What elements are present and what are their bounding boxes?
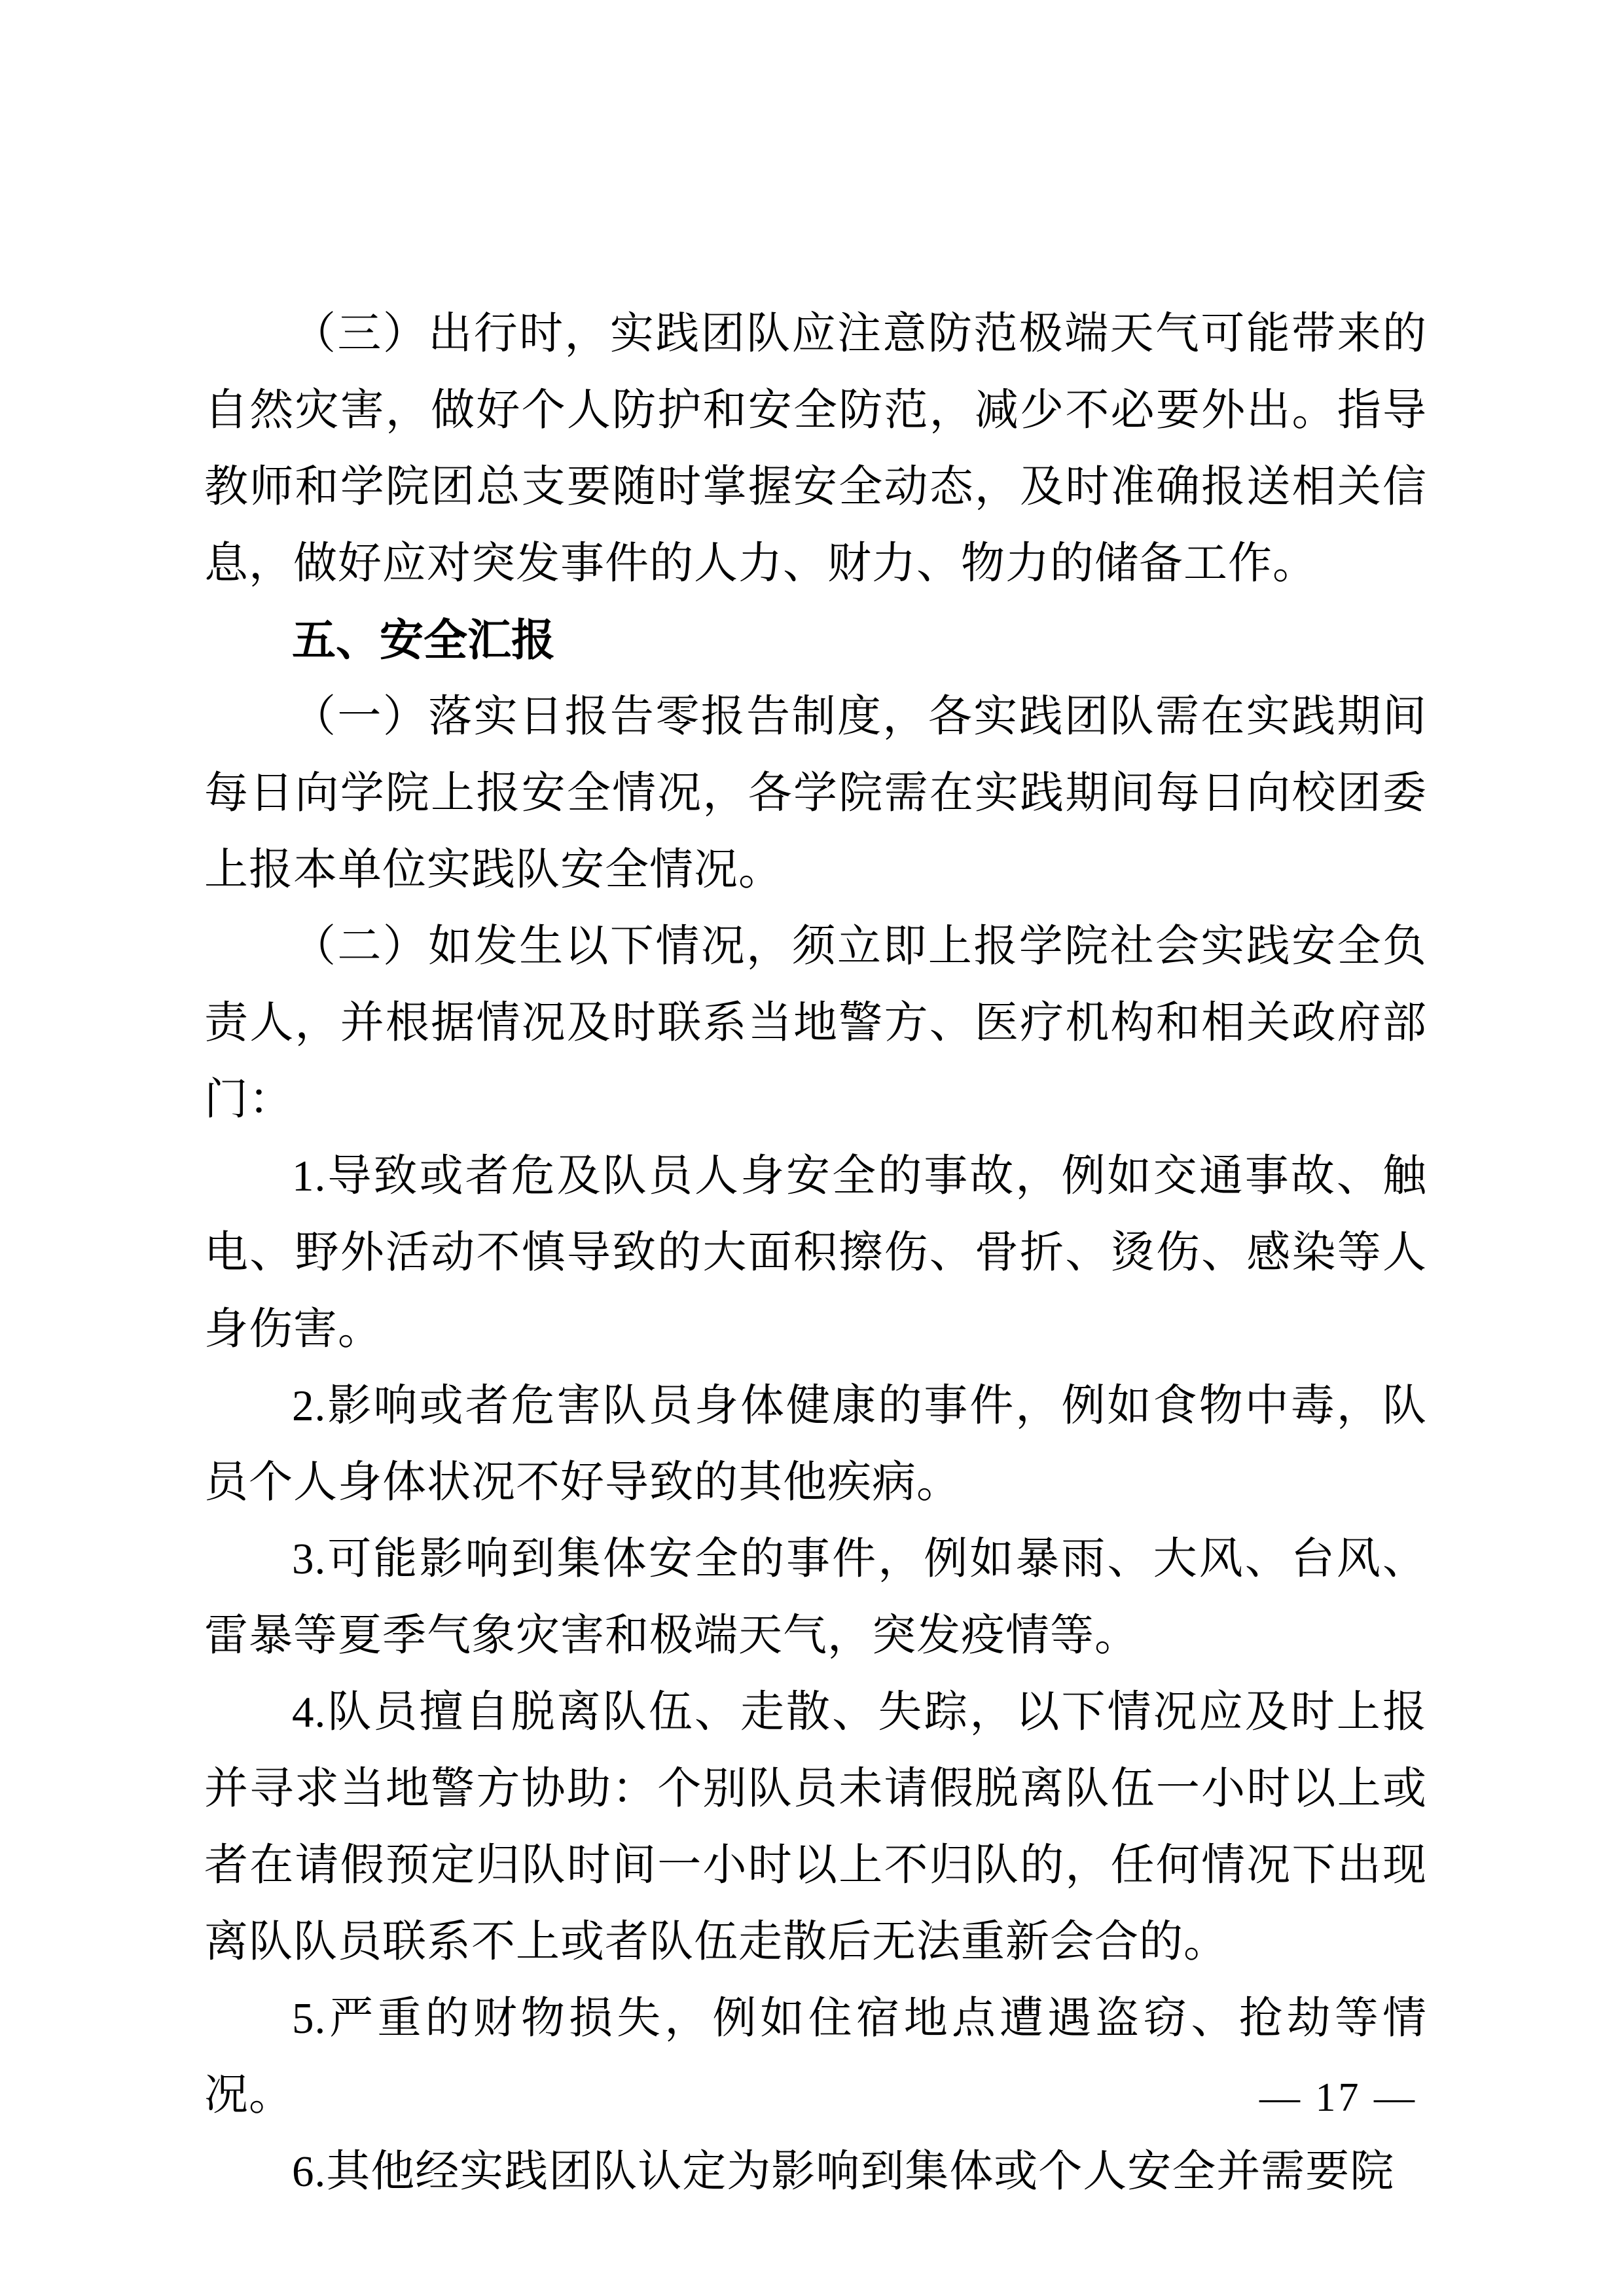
paragraph-immediate-report-conditions: （二）如发生以下情况，须立即上报学院社会实践安全负责人，并根据情况及时联系当地警方、医疗机构和相关政府部门： (204, 922, 1427, 1124)
list-item-1-personal-safety-accidents: 1.导致或者危及队员人身安全的事故，例如交通事故、触电、野外活动不慎导致的大面积擦伤、骨折、烫伤、感染等人身伤害。 (204, 1152, 1427, 1354)
section-heading-safety-report: 五、安全汇报 (292, 616, 555, 665)
list-item-6-other-safety-matters: 6.其他经实践团队认定为影响到集体或个人安全并需要院 (292, 2147, 1395, 2196)
list-item-4-members-leaving-team: 4.队员擅自脱离队伍、走散、失踪，以下情况应及时上报并寻求当地警方协助：个别队员未请假脱离队伍一小时以上或者在请假预定归队时间一小时以上不归队的，任何情况下出现离队队员联系不上或者队伍走散后无法重新会合的。 (204, 1688, 1427, 1966)
list-item-5-property-loss: 5.严重的财物损失，例如住宿地点遭遇盗窃、抢劫等情况。 (204, 1994, 1427, 2119)
document-body (204, 296, 1427, 2210)
list-item-3-collective-safety-events: 3.可能影响到集体安全的事件，例如暴雨、大风、台风、雷暴等夏季气象灾害和极端天气，突发疫情等。 (204, 1535, 1427, 1660)
list-item-2-health-incidents: 2.影响或者危害队员身体健康的事件，例如食物中毒，队员个人身体状况不好导致的其他疾病。 (204, 1382, 1427, 1507)
paragraph-daily-report-system: （一）落实日报告零报告制度，各实践团队需在实践期间每日向学院上报安全情况，各学院需在实践期间每日向校团委上报本单位实践队安全情况。 (204, 692, 1427, 894)
paragraph-travel-weather-safety: （三）出行时，实践团队应注意防范极端天气可能带来的自然灾害，做好个人防护和安全防范，减少不必要外出。指导教师和学院团总支要随时掌握安全动态，及时准确报送相关信息，做好应对突发事件的人力、财力、物力的储备工作。 (204, 310, 1427, 588)
page-number: — 17 — (1259, 2075, 1417, 2120)
